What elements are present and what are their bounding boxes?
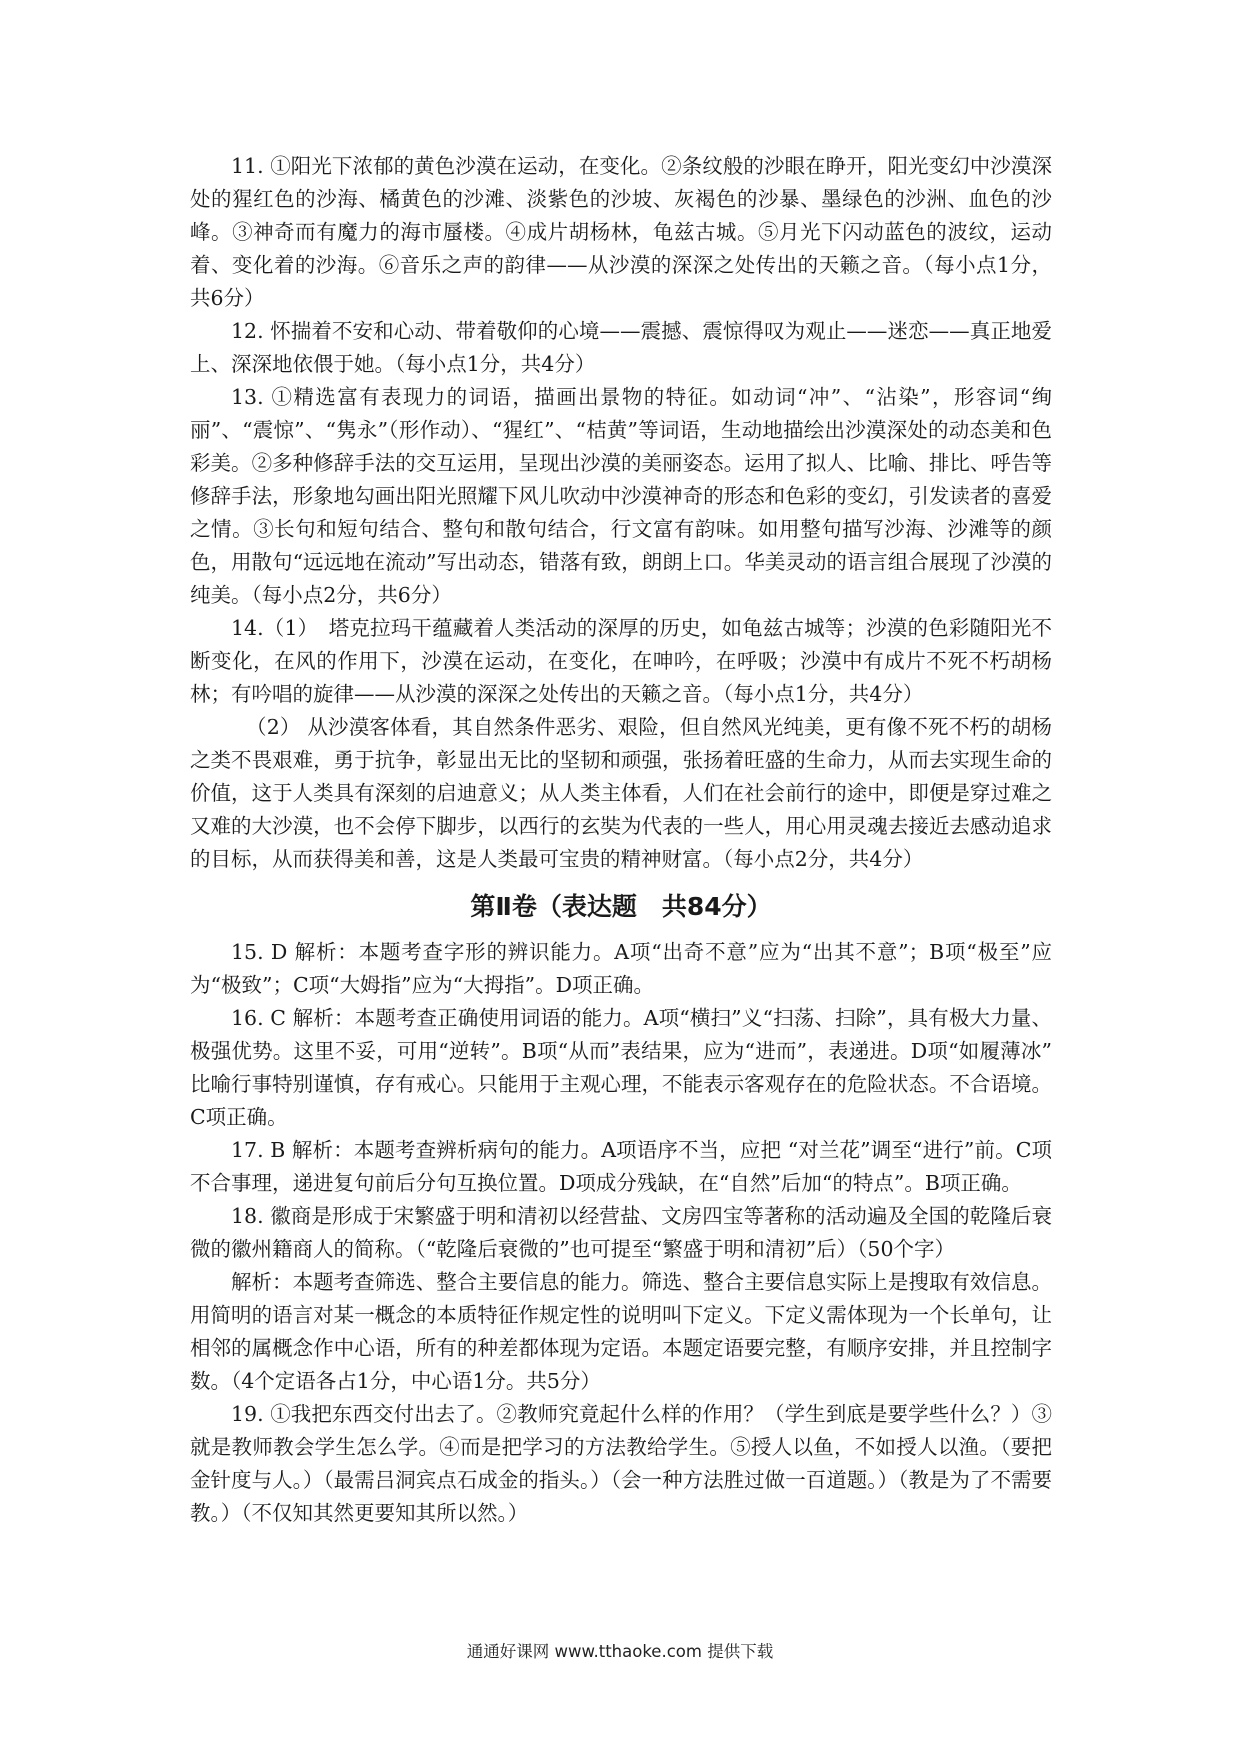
answer-q15: 15. D 解析：本题考查字形的辨识能力。A项“出奇不意”应为“出其不意”；B项“极至”应为“极致”；C项“大姆指”应为“大拇指”。D项正确。: [190, 940, 1052, 997]
section-heading: 第Ⅱ卷（表达题 共84分）: [470, 892, 772, 921]
answer-q12: 12. 怀揣着不安和心动、带着敬仰的心境——震撼、震惊得叹为观止——迷恋——真正地爱上、深深地依偎于她。（每小点1分，共4分）: [190, 319, 1052, 376]
answer-q19: 19. ①我把东西交付出去了。②教师究竟起什么样的作用？（学生到底是要学些什么？）③就是教师教会学生怎么学。④而是把学习的方法教给学生。⑤授人以鱼，不如授人以渔。（要把金针度与人。）（最需吕洞宾点石成金的指头。）（会一种方法胜过做一百道题。）（教是为了不需要教。）（不仅知其然更要知其所以然。）: [190, 1402, 1052, 1525]
answer-q16: 16. C 解析：本题考查正确使用词语的能力。A项“横扫”义“扫荡、扫除”，具有极大力量、极强优势。这里不妥，可用“逆转”。B项“从而”表结果，应为“进而”，表递进。D项“如履薄冰” 比喻行事特别谨慎，存有戒心。只能用于主观心理，不能表示客观存在的危险状态。不合语境。C项正确。: [190, 1006, 1059, 1129]
answer-q14-part2: （2） 从沙漠客体看，其自然条件恶劣、艰险，但自然风光纯美，更有像不死不朽的胡杨之类不畏艰难，勇于抗争，彰显出无比的坚韧和顽强，张扬着旺盛的生命力，从而去实现生命的价值，这于人类具有深刻的启迪意义；从人类主体看，人们在社会前行的途中，即便是穿过难之又难的大沙漠，也不会停下脚步，以西行的玄奘为代表的一些人，用心用灵魂去接近去感动追求的目标，从而获得美和善，这是人类最可宝贵的精神财富。（每小点2分，共4分）: [190, 715, 1052, 871]
answer-q18-analysis: 解析：本题考查筛选、整合主要信息的能力。筛选、整合主要信息实际上是搜取有效信息。用简明的语言对某一概念的本质特征作规定性的说明叫下定义。下定义需体现为一个长单句，让相邻的属概念作中心语，所有的种差都体现为定语。本题定语要完整，有顺序安排，并且控制字数。（4个定语各占1分，中心语1分。共5分）: [190, 1270, 1052, 1393]
answer-q13: 13. ①精选富有表现力的词语，描画出景物的特征。如动词“冲”、“沾染”，形容词“绚丽”、“震惊”、“隽永”（形作动）、“猩红”、“桔黄”等词语，生动地描绘出沙漠深处的动态美和色彩美。②多种修辞手法的交互运用，呈现出沙漠的美丽姿态。运用了拟人、比喻、排比、呼告等修辞手法，形象地勾画出阳光照耀下风儿吹动中沙漠神奇的形态和色彩的变幻，引发读者的喜爱之情。③长句和短句结合、整句和散句结合，行文富有韵味。如用整句描写沙海、沙滩等的颜色，用散句“远远地在流动”写出动态，错落有致，朗朗上口。华美灵动的语言组合展现了沙漠的纯美。（每小点2分，共6分）: [190, 385, 1052, 607]
answer-q11: 11. ①阳光下浓郁的黄色沙漠在运动，在变化。②条纹般的沙眼在睁开，阳光变幻中沙漠深处的猩红色的沙海、橘黄色的沙滩、淡紫色的沙坡、灰褐色的沙暴、墨绿色的沙洲、血色的沙峰。③神奇而有魔力的海市蜃楼。④成片胡杨林，龟兹古城。⑤月光下闪动蓝色的波纹，运动着、变化着的沙海。⑥音乐之声的韵律——从沙漠的深深之处传出的天籁之音。（每小点1分，共6分）: [190, 154, 1052, 310]
answer-q17: 17. B 解析：本题考查辨析病句的能力。A项语序不当，应把 “对兰花”调至“进行”前。C项不合事理，递进复句前后分句互换位置。D项成分残缺，在“自然”后加“的特点”。B项正确。: [190, 1138, 1052, 1195]
answer-q18: 18. 徽商是形成于宋繁盛于明和清初以经营盐、文房四宝等著称的活动遍及全国的乾隆后衰微的徽州籍商人的简称。（“乾隆后衰微的”也可提至“繁盛于明和清初”后）（50个字）: [190, 1204, 1052, 1261]
page-footer: 通通好课网 www.tthaoke.com 提供下载: [466, 1642, 774, 1661]
answer-q14-part1: 14.（1） 塔克拉玛干蕴藏着人类活动的深厚的历史，如龟兹古城等；沙漠的色彩随阳光不断变化，在风的作用下，沙漠在运动，在变化，在呻吟，在呼吸；沙漠中有成片不死不朽胡杨林；有吟唱的旋律——从沙漠的深深之处传出的天籁之音。（每小点1分，共4分）: [190, 616, 1052, 706]
answer-page: [190, 150, 1059, 1530]
